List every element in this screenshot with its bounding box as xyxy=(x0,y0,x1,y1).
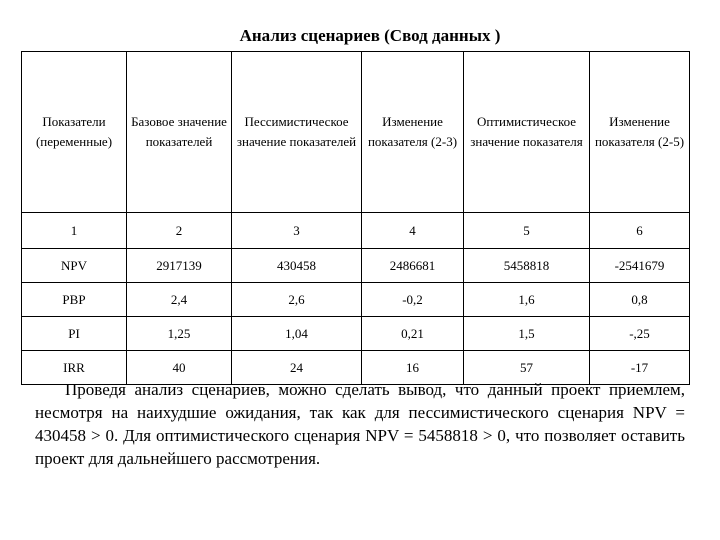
table-cell: -2541679 xyxy=(590,249,690,283)
header-cell: Оптимистическое значение показателя xyxy=(464,52,590,213)
table-cell: 1,25 xyxy=(127,317,232,351)
scenario-table xyxy=(21,51,690,385)
table-cell: -0,2 xyxy=(362,283,464,317)
table-cell: 24 xyxy=(232,351,362,385)
table-cell: 1,6 xyxy=(464,283,590,317)
table-cell: -17 xyxy=(590,351,690,385)
column-number: 2 xyxy=(127,213,232,249)
header-cell: Показатели (переменные) xyxy=(22,52,127,213)
table-row-npv xyxy=(22,249,690,283)
header-cell: Изменение показателя (2-3) xyxy=(362,52,464,213)
row-label: IRR xyxy=(22,351,127,385)
table-cell: 0,8 xyxy=(590,283,690,317)
row-label: NPV xyxy=(22,249,127,283)
table-cell: 0,21 xyxy=(362,317,464,351)
column-number: 6 xyxy=(590,213,690,249)
table-cell: 40 xyxy=(127,351,232,385)
table-cell: 16 xyxy=(362,351,464,385)
table-row-pbp xyxy=(22,283,690,317)
header-row xyxy=(22,52,690,213)
table-cell: 2486681 xyxy=(362,249,464,283)
row-label: PBP xyxy=(22,283,127,317)
column-number: 1 xyxy=(22,213,127,249)
table-cell: 1,04 xyxy=(232,317,362,351)
page-title: Анализ сценариев (Свод данных ) xyxy=(239,26,501,45)
column-number: 3 xyxy=(232,213,362,249)
table-row-pi xyxy=(22,317,690,351)
column-number: 5 xyxy=(464,213,590,249)
table-cell: 1,5 xyxy=(464,317,590,351)
header-cell: Пессимистическое значение показателей xyxy=(232,52,362,213)
table-cell: 57 xyxy=(464,351,590,385)
table-cell: 2917139 xyxy=(127,249,232,283)
table-cell: 5458818 xyxy=(464,249,590,283)
column-number-row xyxy=(22,213,690,249)
table-cell: 430458 xyxy=(232,249,362,283)
header-cell: Базовое значение показателей xyxy=(127,52,232,213)
header-cell: Изменение показателя (2-5) xyxy=(590,52,690,213)
table-cell: 2,6 xyxy=(232,283,362,317)
table-cell: 2,4 xyxy=(127,283,232,317)
column-number: 4 xyxy=(362,213,464,249)
table-cell: -,25 xyxy=(590,317,690,351)
row-label: PI xyxy=(22,317,127,351)
conclusion-paragraph: Проведя анализ сценариев, можно сделать вывод, что данный проект приемлем, несмотря на наихудшие ожидания, так как для пессимистического сценария NPV = 430458 > 0. Для оптимистического сценария NPV = 5458818 > 0, что позволяет оставить проект для дальнейшего рассмотрения. xyxy=(35,380,685,468)
